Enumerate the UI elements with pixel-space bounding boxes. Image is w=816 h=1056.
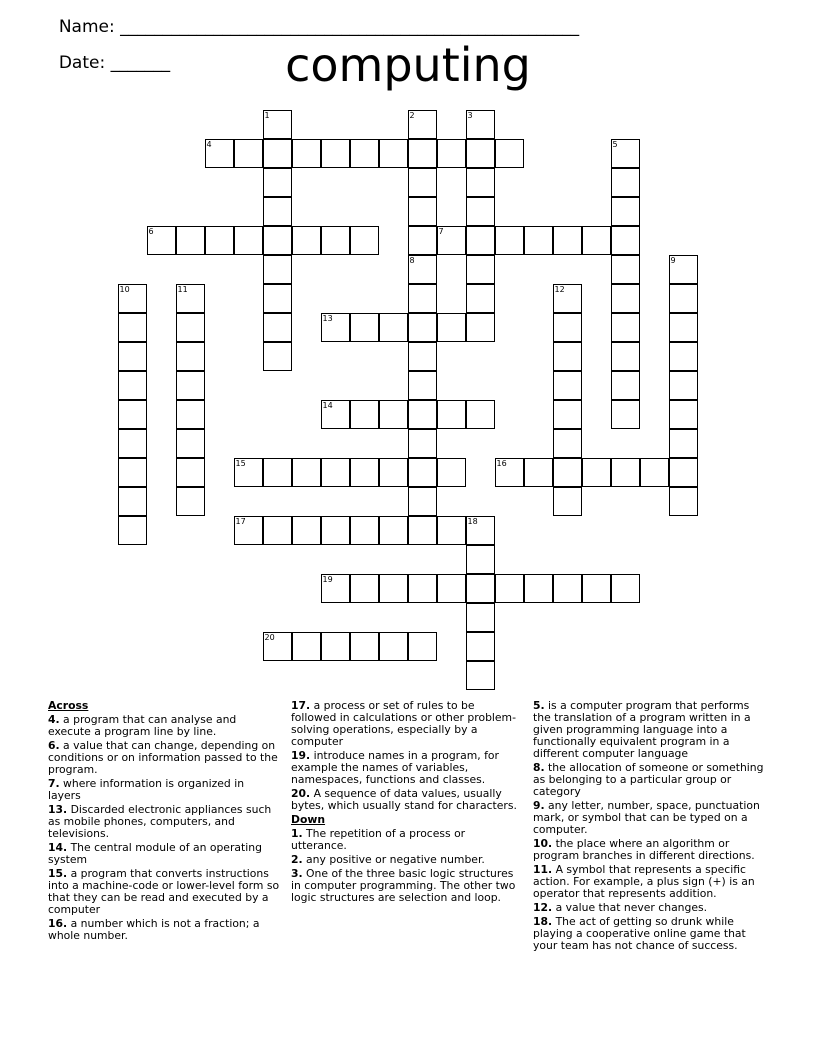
grid-cell[interactable] xyxy=(611,313,640,342)
grid-cell[interactable] xyxy=(118,487,147,516)
grid-cell[interactable] xyxy=(437,516,466,545)
grid-cell[interactable] xyxy=(350,458,379,487)
clue-number: 5. xyxy=(533,699,545,712)
grid-cell[interactable] xyxy=(524,574,553,603)
grid-cell[interactable] xyxy=(669,371,698,400)
grid-cell[interactable] xyxy=(553,313,582,342)
grid-cell[interactable] xyxy=(205,226,234,255)
grid-cell[interactable] xyxy=(553,487,582,516)
clue-text: a value that never changes. xyxy=(552,901,708,914)
grid-cell[interactable] xyxy=(176,284,205,313)
grid-cell[interactable] xyxy=(321,313,350,342)
clue-number: 8. xyxy=(533,761,545,774)
clue-text: introduce names in a program, for example the names of variables, namespaces, functions and classes. xyxy=(291,749,499,786)
grid-cell[interactable] xyxy=(466,516,495,545)
grid-cell[interactable] xyxy=(263,342,292,371)
grid-cell[interactable] xyxy=(611,458,640,487)
clue-number: 18. xyxy=(533,915,553,928)
clue-number-label: 20 xyxy=(264,632,275,642)
grid-cell[interactable] xyxy=(669,487,698,516)
grid-cell[interactable] xyxy=(234,226,263,255)
clue-item xyxy=(48,918,280,942)
clue-text: The central module of an operating system xyxy=(48,841,262,866)
grid-cell[interactable] xyxy=(669,458,698,487)
clue-text: any letter, number, space, punctuation mark, or symbol that can be typed on a computer. xyxy=(533,799,760,836)
grid-cell[interactable] xyxy=(118,400,147,429)
grid-cell[interactable] xyxy=(321,516,350,545)
grid-cell[interactable] xyxy=(611,400,640,429)
grid-cell[interactable] xyxy=(408,284,437,313)
clue-number: 10. xyxy=(533,837,553,850)
grid-cell[interactable] xyxy=(176,226,205,255)
clue-number-label: 13 xyxy=(322,313,333,323)
grid-cell[interactable] xyxy=(263,632,292,661)
clue-item xyxy=(291,700,523,748)
clues-column-1 xyxy=(48,700,280,944)
grid-cell[interactable] xyxy=(466,545,495,574)
clue-text: a program that can analyse and execute a program line by line. xyxy=(48,713,237,738)
grid-cell[interactable] xyxy=(118,429,147,458)
clue-text: The act of getting so drunk while playing a cooperative online game that your team has not chance of success. xyxy=(533,915,746,952)
clues-column-2 xyxy=(291,700,523,906)
clue-item xyxy=(291,868,523,904)
clue-number: 11. xyxy=(533,863,553,876)
grid-cell[interactable] xyxy=(263,284,292,313)
clue-item xyxy=(533,700,765,760)
clue-number: 7. xyxy=(48,777,60,790)
grid-cell[interactable] xyxy=(118,342,147,371)
grid-cell[interactable] xyxy=(263,168,292,197)
clue-number: 16. xyxy=(48,917,68,930)
grid-cell[interactable] xyxy=(408,487,437,516)
grid-cell[interactable] xyxy=(408,110,437,139)
clue-item xyxy=(533,864,765,900)
clue-text: A symbol that represents a specific action. For example, a plus sign (+) is an operator that represents addition. xyxy=(533,863,755,900)
clue-item xyxy=(533,800,765,836)
clue-number-label: 1 xyxy=(264,110,270,120)
clue-item xyxy=(291,854,523,866)
grid-cell[interactable] xyxy=(176,400,205,429)
clue-number-label: 10 xyxy=(119,284,130,294)
grid-cell[interactable] xyxy=(553,371,582,400)
grid-cell[interactable] xyxy=(553,458,582,487)
grid-cell[interactable] xyxy=(466,603,495,632)
clue-number-label: 17 xyxy=(235,516,246,526)
grid-cell[interactable] xyxy=(408,342,437,371)
clue-item xyxy=(533,916,765,952)
clues-column-3 xyxy=(533,700,765,954)
grid-cell[interactable] xyxy=(379,632,408,661)
grid-cell[interactable] xyxy=(350,400,379,429)
clue-item xyxy=(48,740,280,776)
grid-cell[interactable] xyxy=(234,139,263,168)
grid-cell[interactable] xyxy=(408,516,437,545)
clue-number-label: 18 xyxy=(467,516,478,526)
clue-text: the allocation of someone or something as belonging to a particular group or category xyxy=(533,761,764,798)
grid-cell[interactable] xyxy=(437,458,466,487)
grid-cell[interactable] xyxy=(234,516,263,545)
grid-cell[interactable] xyxy=(669,342,698,371)
clue-item xyxy=(48,842,280,866)
grid-cell[interactable] xyxy=(350,632,379,661)
clue-number-label: 15 xyxy=(235,458,246,468)
grid-cell[interactable] xyxy=(611,255,640,284)
grid-cell[interactable] xyxy=(437,226,466,255)
clue-item xyxy=(291,750,523,786)
grid-cell[interactable] xyxy=(350,226,379,255)
clue-number-label: 6 xyxy=(148,226,154,236)
grid-cell[interactable] xyxy=(263,110,292,139)
clue-text: where information is organized in layers xyxy=(48,777,245,802)
grid-cell[interactable] xyxy=(408,313,437,342)
grid-cell[interactable] xyxy=(437,313,466,342)
clue-number-label: 19 xyxy=(322,574,333,584)
clue-number-label: 7 xyxy=(438,226,444,236)
grid-cell[interactable] xyxy=(379,139,408,168)
grid-cell[interactable] xyxy=(611,574,640,603)
grid-cell[interactable] xyxy=(611,284,640,313)
clue-item xyxy=(533,762,765,798)
clue-text: One of the three basic logic structures in computer programming. The other two logic structures are selection and loop. xyxy=(291,867,516,904)
grid-cell[interactable] xyxy=(408,400,437,429)
grid-cell[interactable] xyxy=(553,574,582,603)
grid-cell[interactable] xyxy=(321,226,350,255)
grid-cell[interactable] xyxy=(495,574,524,603)
clue-number-label: 5 xyxy=(612,139,618,149)
grid-cell[interactable] xyxy=(495,458,524,487)
grid-cell[interactable] xyxy=(292,226,321,255)
grid-cell[interactable] xyxy=(350,139,379,168)
grid-cell[interactable] xyxy=(263,458,292,487)
grid-cell[interactable] xyxy=(553,400,582,429)
grid-cell[interactable] xyxy=(118,284,147,313)
grid-cell[interactable] xyxy=(408,429,437,458)
clue-number: 1. xyxy=(291,827,303,840)
grid-cell[interactable] xyxy=(495,139,524,168)
grid-cell[interactable] xyxy=(466,255,495,284)
grid-cell[interactable] xyxy=(118,313,147,342)
grid-cell[interactable] xyxy=(118,516,147,545)
grid-cell[interactable] xyxy=(408,197,437,226)
grid-cell[interactable] xyxy=(466,574,495,603)
clue-number-label: 14 xyxy=(322,400,333,410)
grid-cell[interactable] xyxy=(408,371,437,400)
grid-cell[interactable] xyxy=(611,342,640,371)
grid-cell[interactable] xyxy=(669,284,698,313)
clue-number-label: 11 xyxy=(177,284,188,294)
across-heading: Across xyxy=(48,699,89,712)
clue-text: a number which is not a fraction; a whole number. xyxy=(48,917,260,942)
clue-number: 20. xyxy=(291,787,311,800)
grid-cell[interactable] xyxy=(582,574,611,603)
grid-cell[interactable] xyxy=(611,197,640,226)
grid-cell[interactable] xyxy=(379,400,408,429)
grid-cell[interactable] xyxy=(611,168,640,197)
grid-cell[interactable] xyxy=(263,139,292,168)
clue-number: 6. xyxy=(48,739,60,752)
grid-cell[interactable] xyxy=(408,226,437,255)
grid-cell[interactable] xyxy=(524,458,553,487)
grid-cell[interactable] xyxy=(408,255,437,284)
grid-cell[interactable] xyxy=(466,197,495,226)
clue-number-label: 3 xyxy=(467,110,473,120)
clue-item xyxy=(533,902,765,914)
clue-text: Discarded electronic appliances such as mobile phones, computers, and televisions. xyxy=(48,803,272,840)
clue-text: A sequence of data values, usually bytes, which usually stand for characters. xyxy=(291,787,517,812)
grid-cell[interactable] xyxy=(669,313,698,342)
grid-cell[interactable] xyxy=(118,458,147,487)
grid-cell[interactable] xyxy=(321,400,350,429)
grid-cell[interactable] xyxy=(466,632,495,661)
grid-cell[interactable] xyxy=(350,516,379,545)
grid-cell[interactable] xyxy=(379,516,408,545)
name-field[interactable]: Name: ______________________________________________________ xyxy=(58,17,580,37)
clue-item xyxy=(48,868,280,916)
clue-item xyxy=(291,788,523,812)
grid-cell[interactable] xyxy=(553,226,582,255)
grid-cell[interactable] xyxy=(205,139,234,168)
grid-cell[interactable] xyxy=(292,458,321,487)
grid-cell[interactable] xyxy=(669,255,698,284)
grid-cell[interactable] xyxy=(611,226,640,255)
grid-cell[interactable] xyxy=(350,313,379,342)
clue-number: 4. xyxy=(48,713,60,726)
grid-cell[interactable] xyxy=(176,487,205,516)
grid-cell[interactable] xyxy=(466,168,495,197)
clue-item xyxy=(533,838,765,862)
grid-cell[interactable] xyxy=(553,429,582,458)
grid-cell[interactable] xyxy=(321,574,350,603)
grid-cell[interactable] xyxy=(669,400,698,429)
clue-number: 9. xyxy=(533,799,545,812)
grid-cell[interactable] xyxy=(466,226,495,255)
clue-number: 14. xyxy=(48,841,68,854)
grid-cell[interactable] xyxy=(408,574,437,603)
clue-number: 2. xyxy=(291,853,303,866)
grid-cell[interactable] xyxy=(582,226,611,255)
clue-number: 13. xyxy=(48,803,68,816)
clue-number: 15. xyxy=(48,867,68,880)
clue-text: a program that converts instructions into a machine-code or lower-level form so that they can be read and executed by a computer xyxy=(48,867,280,916)
grid-cell[interactable] xyxy=(321,139,350,168)
grid-cell[interactable] xyxy=(176,458,205,487)
grid-cell[interactable] xyxy=(292,632,321,661)
grid-cell[interactable] xyxy=(118,371,147,400)
grid-cell[interactable] xyxy=(495,226,524,255)
grid-cell[interactable] xyxy=(466,400,495,429)
grid-cell[interactable] xyxy=(379,313,408,342)
grid-cell[interactable] xyxy=(437,400,466,429)
grid-cell[interactable] xyxy=(437,574,466,603)
grid-cell[interactable] xyxy=(292,139,321,168)
clue-number: 17. xyxy=(291,699,311,712)
grid-cell[interactable] xyxy=(263,255,292,284)
grid-cell[interactable] xyxy=(147,226,176,255)
grid-cell[interactable] xyxy=(350,574,379,603)
grid-cell[interactable] xyxy=(408,139,437,168)
clue-text: a process or set of rules to be followed in calculations or other problem-solving operations, especially by a computer xyxy=(291,699,516,748)
grid-cell[interactable] xyxy=(553,342,582,371)
grid-cell[interactable] xyxy=(379,458,408,487)
clue-number-label: 9 xyxy=(670,255,676,265)
clue-number-label: 8 xyxy=(409,255,415,265)
clue-number-label: 12 xyxy=(554,284,565,294)
grid-cell[interactable] xyxy=(176,313,205,342)
down-heading: Down xyxy=(291,813,326,826)
clue-text: any positive or negative number. xyxy=(302,853,485,866)
grid-cell[interactable] xyxy=(176,429,205,458)
clue-item xyxy=(48,804,280,840)
clue-number: 19. xyxy=(291,749,311,762)
grid-cell[interactable] xyxy=(263,197,292,226)
clue-text: a value that can change, depending on conditions or on information passed to the program. xyxy=(48,739,278,776)
grid-cell[interactable] xyxy=(263,313,292,342)
grid-cell[interactable] xyxy=(292,516,321,545)
clue-item xyxy=(291,828,523,852)
grid-cell[interactable] xyxy=(263,226,292,255)
grid-cell[interactable] xyxy=(263,516,292,545)
grid-cell[interactable] xyxy=(176,342,205,371)
grid-cell[interactable] xyxy=(466,661,495,690)
clue-item xyxy=(48,778,280,802)
grid-cell[interactable] xyxy=(611,139,640,168)
grid-cell[interactable] xyxy=(611,371,640,400)
grid-cell[interactable] xyxy=(466,284,495,313)
clue-number: 12. xyxy=(533,901,553,914)
grid-cell[interactable] xyxy=(321,458,350,487)
grid-cell[interactable] xyxy=(408,632,437,661)
clue-number-label: 16 xyxy=(496,458,507,468)
grid-cell[interactable] xyxy=(379,574,408,603)
grid-cell[interactable] xyxy=(466,313,495,342)
date-field[interactable]: Date: _______ xyxy=(58,53,171,73)
clue-item xyxy=(48,714,280,738)
clue-text: is a computer program that performs the translation of a program written in a given programming language into a functionally equivalent program in a different computer language xyxy=(533,699,751,760)
grid-cell[interactable] xyxy=(408,168,437,197)
clue-text: the place where an algorithm or program branches in different directions. xyxy=(533,837,755,862)
grid-cell[interactable] xyxy=(582,458,611,487)
grid-cell[interactable] xyxy=(437,139,466,168)
grid-cell[interactable] xyxy=(640,458,669,487)
clue-number-label: 2 xyxy=(409,110,415,120)
grid-cell[interactable] xyxy=(553,284,582,313)
grid-cell[interactable] xyxy=(408,458,437,487)
grid-cell[interactable] xyxy=(466,110,495,139)
grid-cell[interactable] xyxy=(176,371,205,400)
grid-cell[interactable] xyxy=(524,226,553,255)
grid-cell[interactable] xyxy=(669,429,698,458)
clue-text: The repetition of a process or utterance. xyxy=(291,827,466,852)
grid-cell[interactable] xyxy=(466,139,495,168)
grid-cell[interactable] xyxy=(234,458,263,487)
clue-number-label: 4 xyxy=(206,139,212,149)
page-title: computing xyxy=(285,38,531,92)
grid-cell[interactable] xyxy=(321,632,350,661)
clue-number: 3. xyxy=(291,867,303,880)
